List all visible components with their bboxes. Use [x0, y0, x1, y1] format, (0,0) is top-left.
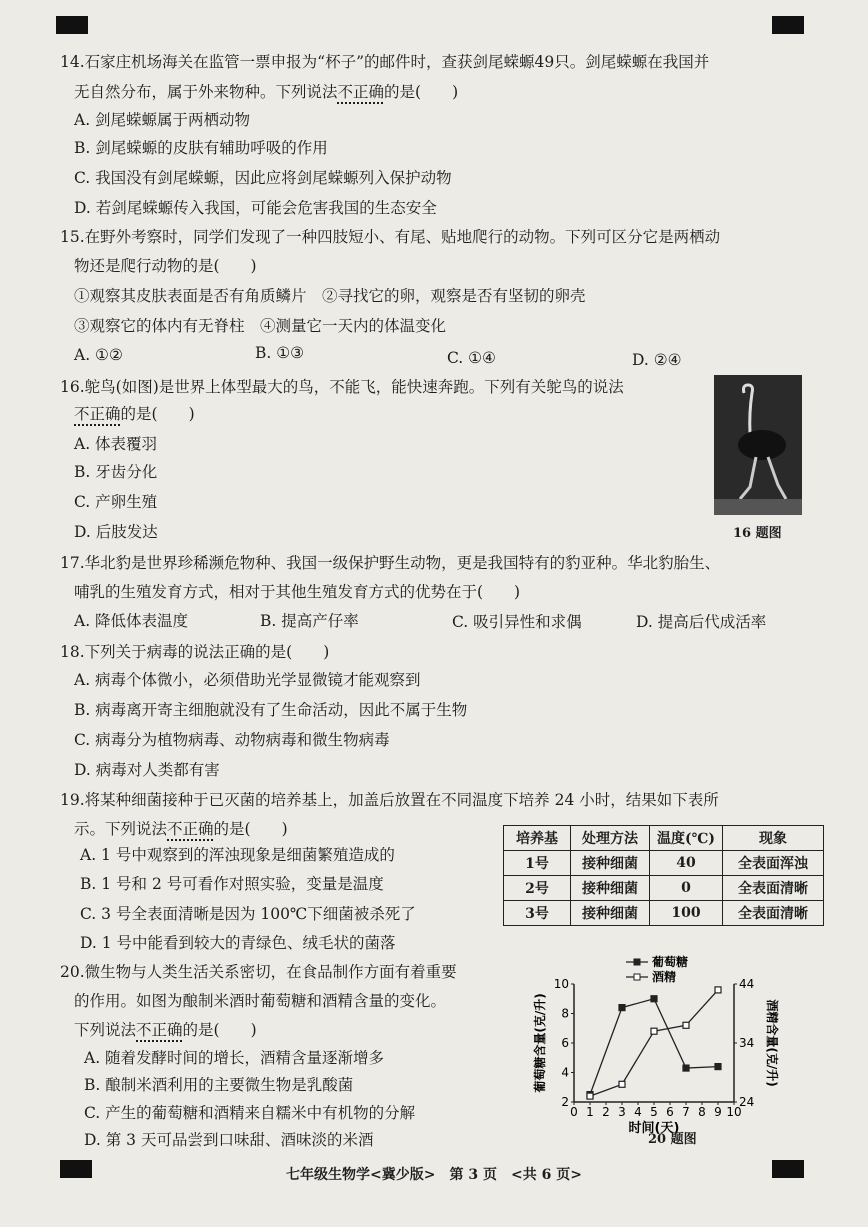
table-row [504, 851, 824, 876]
q15-option-c: C. ①④ [447, 349, 496, 367]
q19-option-c: C. 3 号全表面清晰是因为 100℃下细菌被杀死了 [80, 905, 416, 923]
q14-emphasis: 不正确 [337, 83, 385, 101]
q19-stem-line1: 19.将某种细菌接种于已灭菌的培养基上，加盖后放置在不同温度下培养 24 小时，结果如下表所 [60, 791, 719, 809]
table-cell: 接种细菌 [571, 851, 650, 876]
ostrich-icon [714, 375, 802, 515]
table-header-row [504, 826, 824, 851]
series-point-2 [619, 1081, 625, 1087]
chart-legend [626, 954, 688, 984]
legend-marker [634, 959, 640, 965]
q20-caption: 20 题图 [648, 1132, 697, 1147]
x-tick-label: 10 [726, 1105, 742, 1119]
legend-label: 葡萄糖 [652, 955, 689, 969]
q16-stem-line1: 16.鸵鸟(如图)是世界上体型最大的鸟，不能飞，能快速奔跑。下列有关鸵鸟的说法 [60, 378, 624, 396]
q19-results-table [503, 825, 824, 926]
q14-option-c: C. 我国没有剑尾蝾螈，因此应将剑尾蝾螈列入保护动物 [74, 169, 452, 187]
q17-option-b: B. 提高产仔率 [260, 612, 359, 630]
q20-option-a: A. 随着发酵时间的增长，酒精含量逐渐增多 [84, 1049, 385, 1067]
table-cell: 3号 [504, 901, 571, 926]
y-tick-left-label: 4 [561, 1065, 569, 1080]
q15-option-b: B. ①③ [255, 344, 305, 362]
q16-emphasis: 不正确 [74, 405, 121, 423]
q20-emphasis: 不正确 [136, 1021, 183, 1039]
q17-stem-line1: 17.华北豹是世界珍稀濒危物种、我国一级保护野生动物，更是我国特有的豹亚种。华北豹胎生、 [60, 554, 721, 572]
q17-option-c: C. 吸引异性和求偶 [452, 613, 582, 631]
q15-statement-1: ①观察其皮肤表面是否有角质鳞片 ②寻找它的卵，观察是否有坚韧的卵壳 [74, 287, 586, 305]
q16-stem-line2 [74, 404, 195, 424]
q20-line-chart [526, 955, 788, 1140]
x-tick-label: 8 [698, 1105, 706, 1119]
x-tick-label: 6 [666, 1105, 674, 1119]
q18-option-c: C. 病毒分为植物病毒、动物病毒和微生物病毒 [74, 731, 390, 749]
q14-option-d: D. 若剑尾蝾螈传入我国，可能会危害我国的生态安全 [74, 199, 437, 217]
series-point-2 [651, 1028, 657, 1034]
q18-stem: 18.下列关于病毒的说法正确的是( ) [60, 643, 330, 661]
q17-option-a: A. 降低体表温度 [74, 612, 189, 630]
q14-option-a: A. 剑尾蝾螈属于两栖动物 [74, 111, 251, 129]
table-header-cell: 处理方法 [571, 826, 650, 851]
table-cell: 100 [650, 901, 723, 926]
table-header-cell: 培养基 [504, 826, 571, 851]
x-tick-label: 3 [618, 1105, 626, 1119]
y-tick-left-label: 10 [553, 977, 569, 991]
q19-stem-end: 的是( ) [213, 820, 288, 838]
x-tick-label: 2 [602, 1105, 610, 1119]
q18-option-b: B. 病毒离开寄主细胞就没有了生命活动，因此不属于生物 [74, 701, 468, 719]
table-cell: 0 [650, 876, 723, 901]
q19-option-d: D. 1 号中能看到较大的青绿色、绒毛状的菌落 [80, 934, 396, 952]
q19-emphasis: 不正确 [167, 820, 214, 838]
q16-option-b: B. 牙齿分化 [74, 463, 158, 481]
y-axis-right-label: 酒精含量(克/升) [765, 999, 779, 1087]
q20-stem-line2: 的作用。如图为酿制米酒时葡萄糖和酒精含量的变化。 [74, 992, 447, 1010]
x-tick-label: 7 [682, 1105, 690, 1119]
x-tick-label: 4 [634, 1105, 642, 1119]
table-cell: 2号 [504, 876, 571, 901]
x-tick-label: 1 [586, 1105, 594, 1119]
q16-option-c: C. 产卵生殖 [74, 493, 158, 511]
table-row [504, 876, 824, 901]
y-tick-right-label: 34 [739, 1036, 755, 1050]
y-tick-left-label: 8 [561, 1006, 569, 1021]
table-cell: 接种细菌 [571, 876, 650, 901]
x-axis-label: 时间(天) [628, 1121, 680, 1136]
q19-stem-text: 示。下列说法 [74, 820, 168, 838]
series-point-1 [715, 1064, 721, 1070]
legend-marker [634, 974, 640, 980]
table-cell: 接种细菌 [571, 901, 650, 926]
q18-option-a: A. 病毒个体微小，必须借助光学显微镜才能观察到 [74, 671, 421, 689]
ostrich-photo [714, 375, 802, 515]
chart-series [587, 987, 721, 1099]
q19-stem-line2 [74, 819, 288, 839]
q15-statement-2: ③观察它的体内有无脊柱 ④测量它一天内的体温变化 [74, 317, 447, 335]
series-point-2 [683, 1022, 689, 1028]
q17-option-d: D. 提高后代成活率 [636, 613, 767, 631]
q14-stem-line2 [74, 82, 458, 102]
q17-stem-line2: 哺乳的生殖发育方式，相对于其他生殖发育方式的优势在于( ) [74, 583, 521, 601]
page-footer: 七年级生物学<冀少版> 第 3 页 <共 6 页> [286, 1167, 582, 1183]
registration-mark-top-left [56, 16, 88, 34]
q15-stem-line1: 15.在野外考察时，同学们发现了一种四肢短小、有尾、贴地爬行的动物。下列可区分它是两栖动 [60, 228, 721, 246]
q15-option-a: A. ①② [74, 346, 123, 364]
legend-label: 酒精 [652, 970, 677, 984]
q20-option-d: D. 第 3 天可品尝到口味甜、酒味淡的米酒 [84, 1131, 374, 1149]
x-tick-label: 9 [714, 1105, 722, 1119]
q18-option-d: D. 病毒对人类都有害 [74, 761, 220, 779]
table-cell: 全表面浑浊 [723, 851, 824, 876]
series-point-2 [715, 987, 721, 993]
y-tick-right-label: 44 [739, 977, 755, 991]
table-cell: 全表面清晰 [723, 901, 824, 926]
q15-stem-line2: 物还是爬行动物的是( ) [74, 257, 257, 275]
registration-mark-top-right [772, 16, 804, 34]
q14-stem-end: 的是( ) [384, 83, 459, 101]
q16-option-d: D. 后肢发达 [74, 523, 158, 541]
q20-option-b: B. 酿制米酒利用的主要微生物是乳酸菌 [84, 1076, 354, 1094]
x-tick-label: 0 [570, 1105, 578, 1119]
table-cell: 1号 [504, 851, 571, 876]
q14-option-b: B. 剑尾蝾螈的皮肤有辅助呼吸的作用 [74, 139, 328, 157]
q20-stem-end: 的是( ) [182, 1021, 257, 1039]
y-axis-left-label: 葡萄糖含量(克/升) [533, 993, 547, 1093]
x-tick-label: 5 [650, 1105, 658, 1119]
series-line-1 [590, 999, 718, 1095]
table-header-cell: 现象 [723, 826, 824, 851]
y-tick-left-label: 6 [561, 1036, 569, 1050]
q14-stem-text: 无自然分布，属于外来物种。下列说法 [74, 83, 338, 101]
table-cell: 40 [650, 851, 723, 876]
q16-caption: 16 题图 [733, 526, 782, 541]
table-row [504, 901, 824, 926]
y-tick-left-label: 2 [561, 1095, 569, 1109]
series-point-2 [587, 1093, 593, 1099]
series-point-1 [683, 1065, 689, 1071]
series-point-1 [651, 996, 657, 1002]
q14-stem-line1: 14.石家庄机场海关在监管一票申报为“杯子”的邮件时，查获剑尾蝾螈49只。剑尾蝾螈在我国并 [60, 53, 710, 71]
q20-option-c: C. 产生的葡萄糖和酒精来自糯米中有机物的分解 [84, 1104, 416, 1122]
y-tick-right-label: 24 [739, 1095, 755, 1109]
q20-stem-line3 [74, 1020, 257, 1040]
q16-option-a: A. 体表覆羽 [74, 435, 158, 453]
table-cell: 全表面清晰 [723, 876, 824, 901]
q20-stem-line1: 20.微生物与人类生活关系密切，在食品制作方面有着重要 [60, 963, 457, 981]
q15-option-d: D. ②④ [632, 351, 682, 369]
q20-stem-text: 下列说法 [74, 1021, 137, 1039]
q19-option-b: B. 1 号和 2 号可看作对照实验，变量是温度 [80, 875, 384, 893]
table-header-cell: 温度(℃) [650, 826, 723, 851]
q19-option-a: A. 1 号中观察到的浑浊现象是细菌繁殖造成的 [80, 846, 395, 864]
q16-stem-end: 的是( ) [120, 405, 195, 423]
series-point-1 [619, 1005, 625, 1011]
